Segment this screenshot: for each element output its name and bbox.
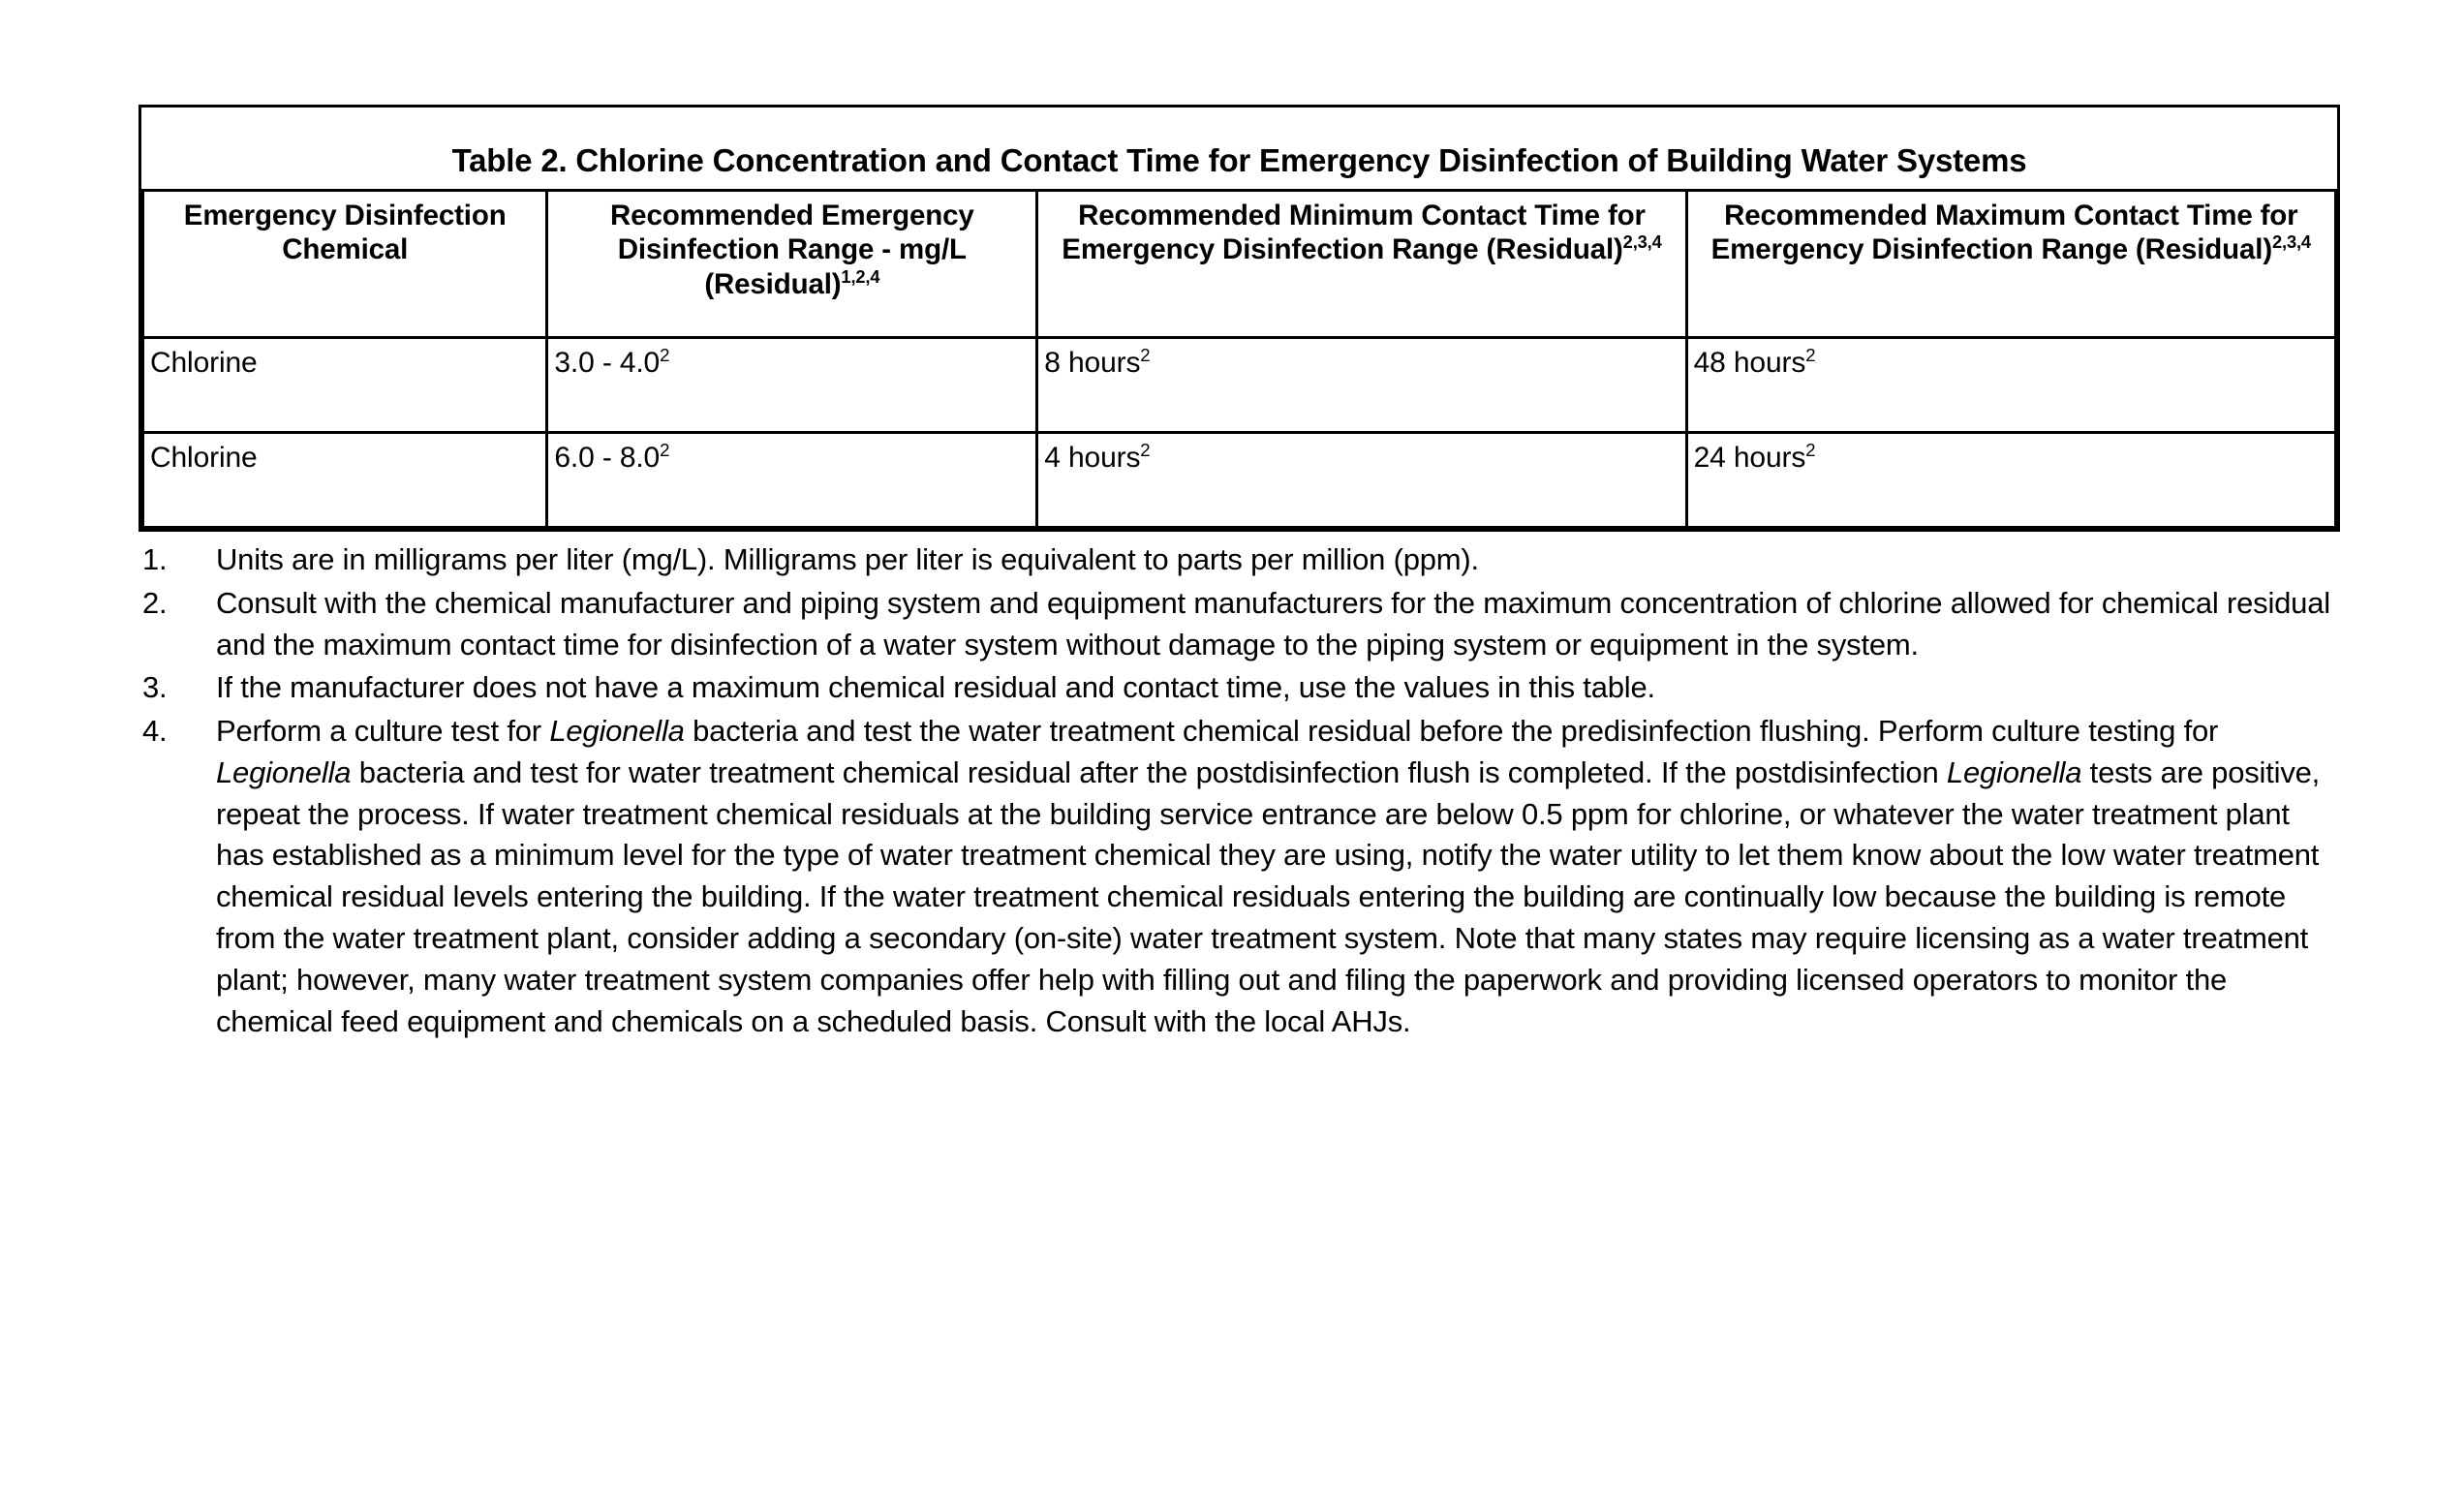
cell-range-footnote-ref: 2: [660, 345, 670, 366]
table-header: [143, 190, 2336, 337]
cell-chemical: [143, 433, 547, 528]
footnote-text-part-4: tests are positive, repeat the process. If water treatment chemical residuals at the building service entrance are below 0.5 ppm for chlorine, or whatever the water treatment plant has established as a minimum level for the type of water treatment chemical they are using, notify the water utility to let them know about the low water treatment chemical residual levels entering the building. If the water treatment chemical residuals entering the building are continually low because the building is remote from the water treatment plant, consider adding a secondary (on-site) water treatment system. Note that many states may require licensing as a water treatment plant; however, many water treatment system companies offer help with filling out and filing the paperwork and providing licensed operators to monitor the chemical feed equipment and chemicals on a scheduled basis. Consult with the local AHJs.: [216, 754, 2321, 1038]
table-row: [143, 433, 2336, 528]
species-name-legionella: Legionella: [1946, 754, 2082, 789]
disinfection-table: [141, 108, 2337, 529]
column-header-chemical: [143, 190, 547, 337]
cell-chemical-value: Chlorine: [150, 347, 258, 380]
cell-max-contact: [1686, 338, 2335, 433]
cell-min-contact: [1037, 338, 1686, 433]
footnote-text-part-1: Perform a culture test for: [216, 714, 550, 749]
column-header-range-footnote-ref: 1,2,4: [841, 265, 880, 287]
column-header-max-contact: [1686, 190, 2335, 337]
cell-chemical-value: Chlorine: [150, 442, 258, 475]
list-item: [139, 667, 2340, 709]
column-header-min-contact: [1037, 190, 1686, 337]
cell-chemical: [143, 338, 547, 433]
cell-min-contact-value: 8 hours: [1044, 347, 1141, 380]
table-caption: Table 2. Chlorine Concentration and Contact Time for Emergency Disinfection of Building Water Systems: [451, 142, 2027, 178]
disinfection-table-container: [139, 105, 2340, 532]
column-header-max-contact-footnote-ref: 2,3,4: [2272, 231, 2311, 253]
footnote-number: 4.: [142, 714, 168, 749]
cell-max-contact: [1686, 433, 2335, 528]
cell-range: [547, 433, 1037, 528]
table-row: [143, 338, 2336, 433]
list-item: [139, 711, 2340, 1042]
cell-range-value: 6.0 - 8.0: [554, 442, 661, 475]
table-body: [143, 338, 2336, 528]
list-item: [139, 539, 2340, 581]
cell-max-contact-value: 48 hours: [1693, 347, 1806, 380]
column-header-range-label: Recommended Emergency Disinfection Range - mg/L (Residual): [610, 199, 974, 300]
column-header-range: [547, 190, 1037, 337]
footnote-text-part-3: bacteria and test for water treatment chemical residual after the postdisinfection flush is completed. If the postdisinfection: [351, 754, 1947, 789]
cell-min-contact-value: 4 hours: [1044, 442, 1141, 475]
footnote-number: 2.: [142, 585, 168, 620]
species-name-legionella: Legionella: [216, 754, 352, 789]
cell-range-value: 3.0 - 4.0: [554, 347, 661, 380]
footnote-number: 1.: [142, 542, 168, 577]
footnote-text-rich: [216, 711, 2340, 1042]
column-header-max-contact-label: Recommended Maximum Contact Time for Emergency Disinfection Range (Residual): [1710, 199, 2298, 266]
column-header-min-contact-label: Recommended Minimum Contact Time for Emergency Disinfection Range (Residual): [1062, 199, 1646, 266]
footnote-number: 3.: [142, 670, 168, 705]
cell-max-contact-footnote-ref: 2: [1805, 440, 1816, 461]
species-name-legionella: Legionella: [549, 714, 685, 749]
cell-min-contact-footnote-ref: 2: [1140, 440, 1151, 461]
cell-min-contact: [1037, 433, 1686, 528]
cell-max-contact-value: 24 hours: [1693, 442, 1806, 475]
footnote-text: If the manufacturer does not have a maximum chemical residual and contact time, use the values in this table.: [216, 670, 1655, 705]
cell-min-contact-footnote-ref: 2: [1140, 345, 1151, 366]
footnote-text-part-2: bacteria and test the water treatment chemical residual before the predisinfection flushing. Perform culture testing for: [684, 714, 2219, 749]
cell-range: [547, 338, 1037, 433]
cell-range-footnote-ref: 2: [660, 440, 670, 461]
table-header-row: [143, 190, 2336, 337]
footnote-list: [139, 539, 2340, 1042]
list-item: [139, 583, 2340, 666]
column-header-min-contact-footnote-ref: 2,3,4: [1622, 231, 1662, 253]
cell-max-contact-footnote-ref: 2: [1805, 345, 1816, 366]
column-header-chemical-label: Emergency Disinfection Chemical: [183, 199, 507, 266]
footnote-text: Units are in milligrams per liter (mg/L). Milligrams per liter is equivalent to parts per million (ppm).: [216, 542, 1479, 577]
footnote-text: Consult with the chemical manufacturer and piping system and equipment manufacturers for the maximum concentration of chlorine allowed for chemical residual and the maximum contact time for disinfection of a water system without damage to the piping system or equipment in the system.: [216, 585, 2330, 662]
